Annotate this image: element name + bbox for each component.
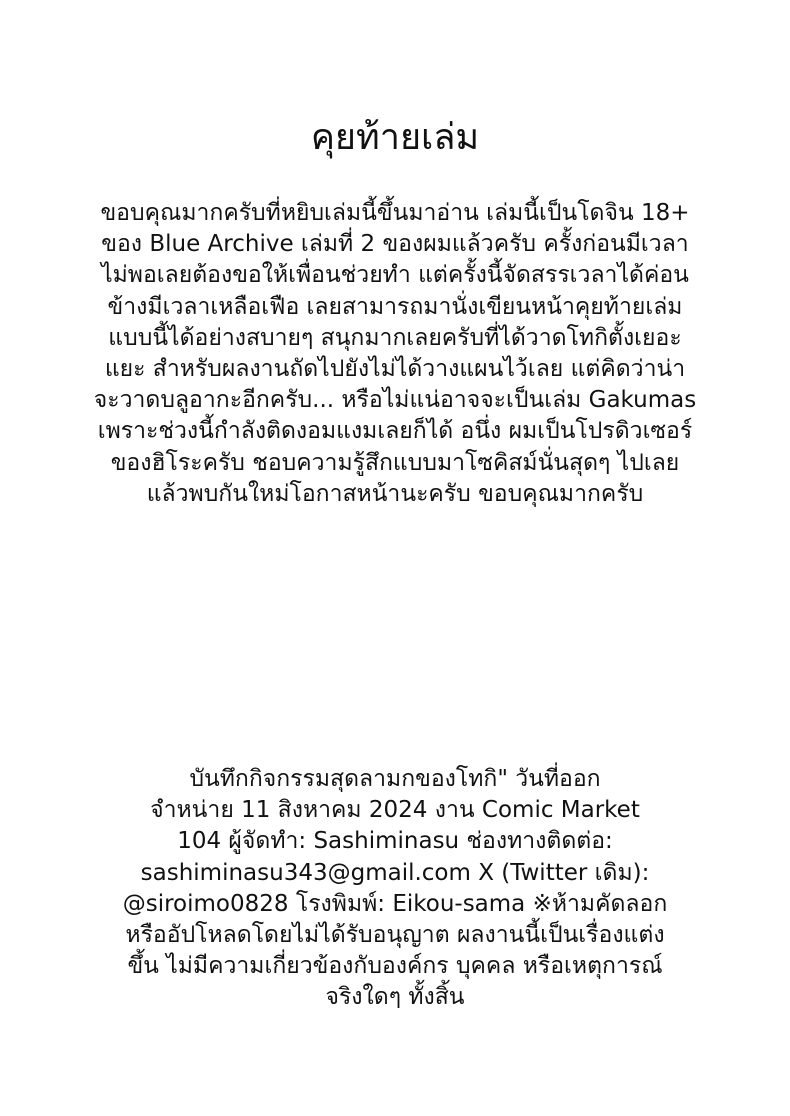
page-title: คุยท้ายเล่ม: [310, 117, 480, 158]
colophon-line: sashiminasu343@gmail.com X (Twitter เดิม):: [140, 859, 650, 886]
afterword-line: ไม่พอเลยต้องขอให้เพื่อนช่วยทำ แต่ครั้งนี้จัดสรรเวลาได้ค่อน: [101, 262, 689, 289]
colophon-line: จริงใดๆ ทั้งสิ้น: [325, 984, 465, 1011]
afterword-text: [40, 198, 750, 510]
colophon-line: ขึ้น ไม่มีความเกี่ยวข้องกับองค์กร บุคคล หรือเหตุการณ์: [127, 953, 663, 980]
colophon-text: [70, 764, 720, 1014]
colophon-line: 104 ผู้จัดทำ: Sashiminasu ช่องทางติดต่อ:: [177, 828, 613, 855]
afterword-line: ข้างมีเวลาเหลือเฟือ เลยสามารถมานั่งเขียนหน้าคุยท้ายเล่ม: [107, 293, 683, 320]
afterword-line: ของฮิโระครับ ชอบความรู้สึกแบบมาโซคิสม์นั่นสุดๆ ไปเลย: [110, 449, 680, 476]
colophon-line: บันทึกกิจกรรมสุดลามกของโทกิ" วันที่ออก: [189, 766, 601, 792]
afterword-line: ขอบคุณมากครับที่หยิบเล่มนี้ขึ้นมาอ่าน เล่มนี้เป็นโดจิน 18+: [100, 200, 690, 226]
colophon-line: จำหน่าย 11 สิงหาคม 2024 งาน Comic Market: [150, 797, 640, 824]
colophon-line: หรืออัปโหลดโดยไม่ได้รับอนุญาต ผลงานนี้เป็นเรื่องแต่ง: [125, 922, 665, 949]
afterword-line: จะวาดบลูอากะอีกครับ... หรือไม่แน่อาจจะเป็นเล่ม Gakumas: [93, 387, 697, 414]
afterword-line: แบบนี้ได้อย่างสบายๆ สนุกมากเลยครับที่ได้วาดโทกิตั้งเยอะ: [108, 324, 682, 351]
afterword-line: แยะ สำหรับผลงานถัดไปยังไม่ได้วางแผนไว้เลย แต่คิดว่าน่า: [104, 356, 686, 383]
afterword-line: แล้วพบกันใหม่โอกาสหน้านะครับ ขอบคุณมากครับ: [146, 480, 644, 507]
colophon-line: @siroimo0828 โรงพิมพ์: Eikou-sama ※ห้ามคัดลอก: [122, 890, 668, 917]
afterword-line: เพราะช่วงนี้กำลังติดงอมแงมเลยก็ได้ อนึ่ง ผมเป็นโปรดิวเซอร์: [97, 418, 693, 445]
afterword-line: ของ Blue Archive เล่มที่ 2 ของผมแล้วครับ ครั้งก่อนมีเวลา: [101, 231, 689, 258]
